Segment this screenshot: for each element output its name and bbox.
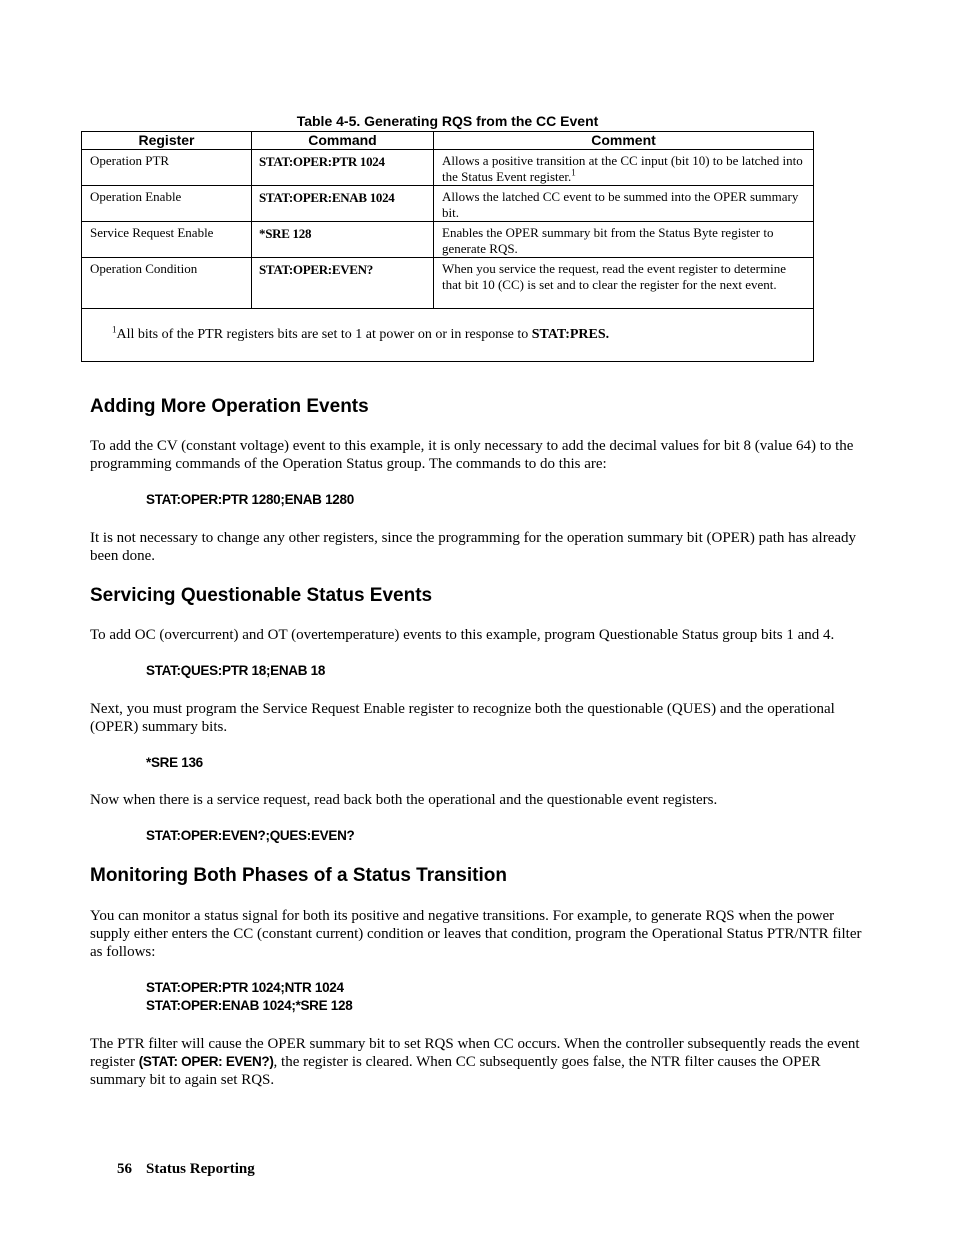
command-cell: STAT:OPER:EVEN? <box>252 258 434 309</box>
paragraph: Now when there is a service request, read back both the operational and the questionable event registers. <box>90 792 718 808</box>
register-cell: Service Request Enable <box>82 222 252 258</box>
page-number: 56 <box>117 1161 132 1177</box>
table-footnote: $^1$All bits of the PTR registers bits are set to 1 at power on or in response to STAT:PRES. <box>82 309 814 362</box>
comment-cell: When you service the request, read the event register to determine that bit 10 (CC) is set and to clear the register for the next event. <box>434 258 814 309</box>
code-line: STAT:OPER:PTR 1280;ENAB 1280 <box>146 492 354 507</box>
table-header-row <box>82 132 814 150</box>
table-footnote-row <box>82 309 814 362</box>
table-row <box>82 222 814 258</box>
table-row <box>82 258 814 309</box>
paragraph: It is not necessary to change any other registers, since the programming for the operation summary bit (OPER) path has already been done. <box>90 530 857 564</box>
register-cell: Operation Condition <box>82 258 252 309</box>
table-caption: Table 4-5. Generating RQS from the CC Event <box>296 113 599 129</box>
code-line: STAT:OPER:EVEN?;QUES:EVEN? <box>146 828 355 843</box>
inline-command: (STAT: OPER: EVEN?) <box>138 1054 274 1069</box>
page-footer <box>117 1161 255 1178</box>
command-cell: STAT:OPER:ENAB 1024 <box>252 186 434 222</box>
section-heading: Servicing Questionable Status Events <box>90 585 433 606</box>
code-line: STAT:OPER:ENAB 1024;*SRE 128 <box>146 998 353 1013</box>
code-line: *SRE 136 <box>146 755 203 770</box>
rqs-table <box>81 131 814 362</box>
register-cell: Operation PTR <box>82 150 252 186</box>
column-header: Register <box>82 132 252 150</box>
footer-section-title: Status Reporting <box>146 1161 255 1177</box>
code-line: STAT:QUES:PTR 18;ENAB 18 <box>146 663 326 678</box>
table-row <box>82 150 814 186</box>
register-cell: Operation Enable <box>82 186 252 222</box>
paragraph: The PTR filter will cause the OPER summary bit to set RQS when CC occurs. When the controller subsequently reads the event register (STAT: OPER: EVEN?), the register is cleared. When CC subsequently goes false, the NTR filter causes the OPER summary bit to again set RQS. <box>90 1036 860 1088</box>
column-header: Comment <box>434 132 814 150</box>
section-heading: Monitoring Both Phases of a Status Transition <box>90 865 507 886</box>
paragraph: To add OC (overcurrent) and OT (overtemperature) events to this example, program Questionable Status group bits 1 and 4. <box>90 627 835 643</box>
footnote-marker: 1 <box>112 324 117 335</box>
command-cell: STAT:OPER:PTR 1024 <box>252 150 434 186</box>
comment-cell: Allows a positive transition at the CC input (bit 10) to be latched into the Status Event register.$^1$ <box>434 150 814 186</box>
code-line: STAT:OPER:PTR 1024;NTR 1024 <box>146 980 344 995</box>
comment-cell: Enables the OPER summary bit from the Status Byte register to generate RQS. <box>434 222 814 258</box>
footnote-marker: 1 <box>571 167 576 178</box>
comment-cell: Allows the latched CC event to be summed into the OPER summary bit. <box>434 186 814 222</box>
footnote-command: STAT:PRES. <box>531 327 610 342</box>
column-header: Command <box>252 132 434 150</box>
paragraph: To add the CV (constant voltage) event to this example, it is only necessary to add the decimal values for bit 8 (value 64) to the programming commands of the Operation Status group. The commands to do this are: <box>90 438 854 472</box>
paragraph: Next, you must program the Service Request Enable register to recognize both the questionable (QUES) and the operational (OPER) summary bits. <box>90 701 835 735</box>
paragraph: You can monitor a status signal for both its positive and negative transitions. For example, to generate RQS when the power supply either enters the CC (constant current) condition or leaves that condition, program the Operational Status PTR/NTR filter as follows: <box>90 908 862 960</box>
section-heading: Adding More Operation Events <box>90 396 369 417</box>
command-cell: *SRE 128 <box>252 222 434 258</box>
table-row <box>82 186 814 222</box>
